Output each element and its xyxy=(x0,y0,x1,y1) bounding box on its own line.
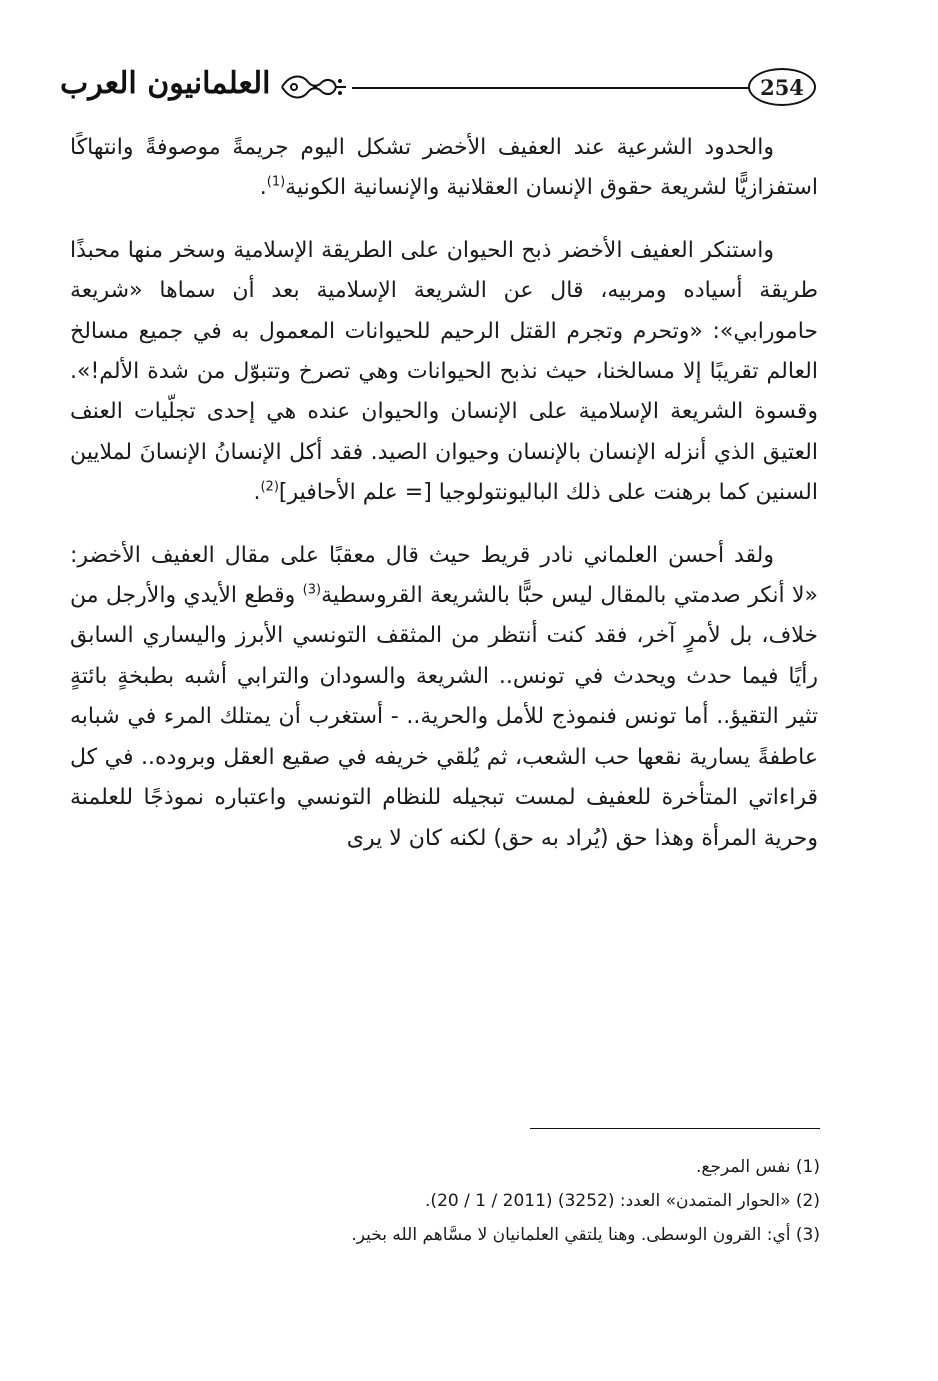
paragraph-3 xyxy=(70,536,818,859)
paragraph-2-end: . xyxy=(253,480,261,506)
paragraph-2 xyxy=(70,231,818,514)
paragraph-3-text-a: ولقد أحسن العلماني نادر قريط حيث قال معقبًا على مقال العفيف الأخضر: «لا أنكر صدمتي بالمقال ليس حبًّا بالشريعة القروسطية xyxy=(70,542,818,609)
footnotes xyxy=(120,1150,820,1252)
header-rule xyxy=(352,87,750,89)
body-text xyxy=(70,128,818,859)
footnote-2: (2) «الحوار المتمدن» العدد: (3252) (2011 / 1 / 20). xyxy=(425,1191,820,1211)
footnote-3: (3) أي: القرون الوسطى. وهنا يلتقي العلمانيان لا مسَّاهم الله بخير. xyxy=(351,1225,820,1245)
paragraph-1-end: . xyxy=(259,175,267,201)
page-header xyxy=(60,60,820,110)
footnote-ref-3: (3) xyxy=(302,582,322,598)
footnote-1: (1) نفس المرجع. xyxy=(696,1157,820,1177)
footnote-separator xyxy=(530,1128,820,1129)
paragraph-1-text: والحدود الشرعية عند العفيف الأخضر تشكل اليوم جريمةً موصوفةً وانتهاكًا استفزازيًّا لشريعة حقوق الإنسان العقلانية والإنسانية الكونية xyxy=(70,135,818,201)
paragraph-3-text-b: وقطع الأيدي والأرجل من خلاف، بل لأمرٍ آخر، فقد كنت أنتظر من المثقف التونسي الأبرز واليساري السابق رأيًا فيما حدث ويحدث في تونس.. الشريعة والسودان والترابي أشبه بطبخةٍ بائتةٍ تثير التقيؤ.. أما تونس فنموذج للأمل والحرية.. - أستغرب أن يمتلك المرء في شبابه عاطفةً يسارية نقعها حب الشعب، ثم يُلقي خريفه في صقيع العقل وبروده.. في كل قراءاتي المتأخرة للعفيف لمست تبجيله للنظام التونسي واعتباره نموذجًا للعلمنة وحرية المرأة وهذا حق (يُراد به حق) لكنه كان لا يرى xyxy=(70,583,818,851)
book-title: العلمانيون العرب xyxy=(60,66,271,101)
page-number: 254 xyxy=(748,68,816,106)
footnote-ref-1: (1) xyxy=(266,175,286,191)
paragraph-1 xyxy=(70,128,818,209)
footnote-ref-2: (2) xyxy=(260,479,279,495)
paragraph-2-text: واستنكر العفيف الأخضر ذبح الحيوان على الطريقة الإسلامية وسخر منها محبذًا طريقة أسياده ومربيه، قال عن الشريعة الإسلامية بعد أن سماها «شريعة حامورابي»: «وتحرم وتجرم القتل الرحيم للحيوانات المعمول به في جميع مسالخ العالم تقريبًا إلا مسالخنا، حيث نذبح الحيوانات وهي تصرخ وتتبوّل من شدة الألم!». وقسوة الشريعة الإسلامية على الإنسان والحيوان عنده هي إحدى تجلّيات العنف العتيق الذي أنزله الإنسان بالإنسان وحيوان الصيد. فقد أكل الإنسانُ الإنسانَ لملايين السنين كما برهنت على ذلك الباليونتولوجيا [= علم الأحافير] xyxy=(70,237,818,506)
floral-ornament-icon xyxy=(278,70,348,104)
